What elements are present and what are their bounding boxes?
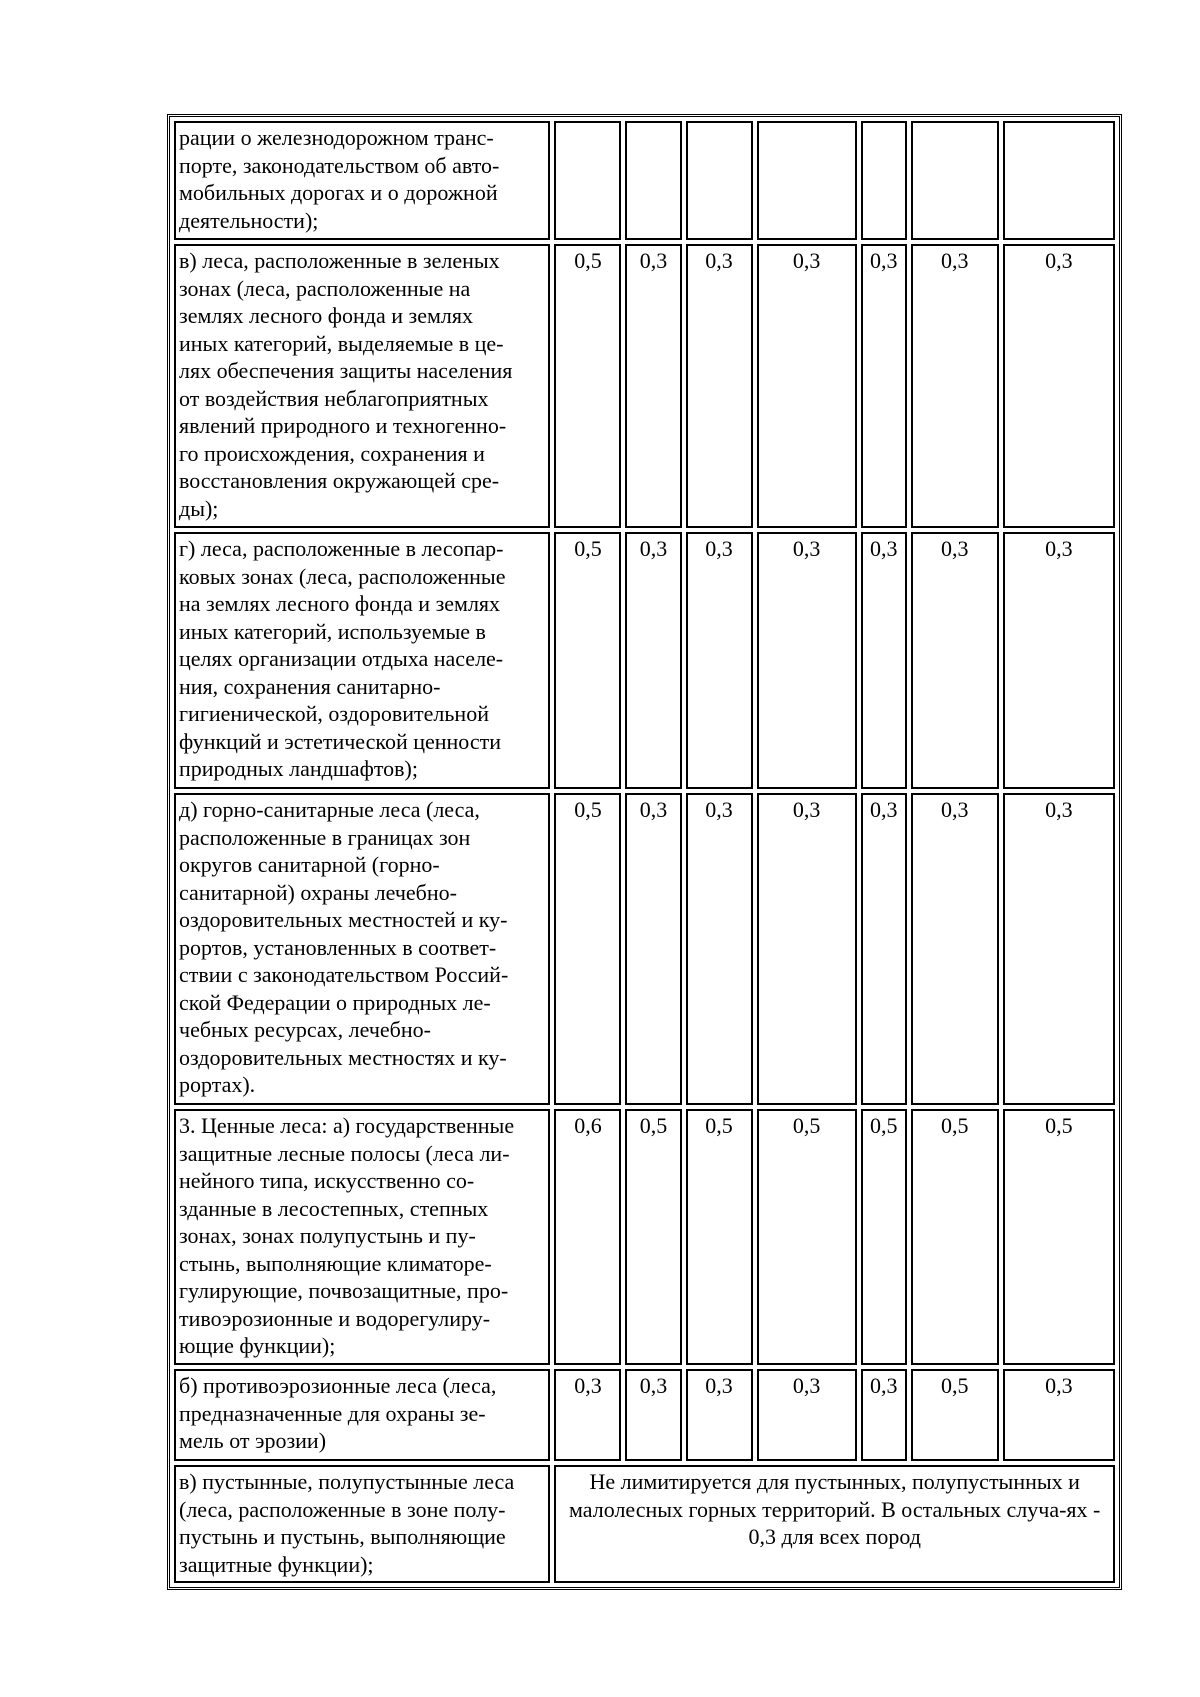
value-cell [625, 121, 681, 240]
value-cell: 0,3 [757, 244, 857, 528]
table-row [174, 532, 1115, 789]
table-row [174, 1109, 1115, 1365]
value-cell: 0,3 [686, 532, 753, 789]
table-row [174, 244, 1115, 528]
value-cell: 0,3 [861, 244, 907, 528]
value-cell: 0,3 [1003, 793, 1115, 1105]
row-description: г) леса, расположенные в лесопар- ковых зонах (леса, расположенные на землях лесного фонда и землях иных категорий, используемые в целях организации отдыха населе- ния, сохранения санитарно- гигиенической, оздоровительной функций и эстетической ценности природных ландшафтов); [174, 532, 550, 789]
value-cell: 0,3 [686, 244, 753, 528]
value-cell: 0,3 [861, 793, 907, 1105]
value-cell: 0,5 [1003, 1109, 1115, 1365]
value-cell [911, 121, 999, 240]
value-cell: 0,5 [554, 532, 621, 789]
value-cell: 0,3 [911, 793, 999, 1105]
value-cell: 0,3 [757, 532, 857, 789]
value-cell: 0,3 [757, 793, 857, 1105]
value-cell: 0,5 [686, 1109, 753, 1365]
table-row [174, 121, 1115, 240]
value-cell: 0,3 [625, 1369, 681, 1461]
value-cell: 0,3 [1003, 244, 1115, 528]
value-cell: 0,5 [861, 1109, 907, 1365]
value-cell: 0,3 [1003, 532, 1115, 789]
row-description: рации о железнодорожном транс- порте, законодательством об авто- мобильных дорогах и о дорожной деятельности); [174, 121, 550, 240]
value-cell: 0,3 [861, 532, 907, 789]
row-description: б) противоэрозионные леса (леса, предназначенные для охраны зе- мель от эрозии) [174, 1369, 550, 1461]
value-cell: 0,3 [911, 244, 999, 528]
value-cell [686, 121, 753, 240]
row-description: д) горно-санитарные леса (леса, расположенные в границах зон округов санитарной (горно- санитарной) охраны лечебно- оздоровительных местностей и ку- рортов, установленных в соответ- ствии с законодательством Россий- ской Федерации о природных ле- чебных ресурсах, лечебно- оздоровительных местностях и ку- рортах). [174, 793, 550, 1105]
value-cell: 0,5 [911, 1369, 999, 1461]
value-cell: 0,3 [686, 1369, 753, 1461]
value-cell [1003, 121, 1115, 240]
value-cell: 0,3 [625, 793, 681, 1105]
value-cell: 0,5 [625, 1109, 681, 1365]
table-row [174, 793, 1115, 1105]
value-cell: 0,5 [554, 244, 621, 528]
value-cell: 0,3 [686, 793, 753, 1105]
merged-note-cell: Не лимитируется для пустынных, полупустынных и малолесных горных территорий. В остальных случа-ях - 0,3 для всех пород [554, 1465, 1115, 1583]
value-cell: 0,3 [861, 1369, 907, 1461]
row-description: в) пустынные, полупустынные леса (леса, расположенные в зоне полу- пустынь и пустынь, выполняющие защитные функции); [174, 1465, 550, 1583]
value-cell [554, 121, 621, 240]
value-cell: 0,3 [554, 1369, 621, 1461]
row-description: в) леса, расположенные в зеленых зонах (леса, расположенные на землях лесного фонда и землях иных категорий, выделяемые в це- лях обеспечения защиты населения от воздействия неблагоприятных явлений природного и техногенно- го происхождения, сохранения и восстановления окружающей сре- ды); [174, 244, 550, 528]
value-cell: 0,3 [1003, 1369, 1115, 1461]
value-cell: 0,3 [757, 1369, 857, 1461]
table-row [174, 1465, 1115, 1583]
value-cell: 0,3 [625, 532, 681, 789]
value-cell: 0,3 [911, 532, 999, 789]
value-cell: 0,3 [625, 244, 681, 528]
value-cell: 0,5 [911, 1109, 999, 1365]
row-description: 3. Ценные леса: а) государственные защитные лесные полосы (леса ли- нейного типа, искусственно со- зданные в лесостепных, степных зонах, зонах полупустынь и пу- стынь, выполняющие климаторе- гулирующие, почвозащитные, про- тивоэрозионные и водорегулиру- ющие функции); [174, 1109, 550, 1365]
value-cell [757, 121, 857, 240]
value-cell: 0,5 [554, 793, 621, 1105]
table-row [174, 1369, 1115, 1461]
value-cell: 0,5 [757, 1109, 857, 1365]
value-cell: 0,6 [554, 1109, 621, 1365]
value-cell [861, 121, 907, 240]
coefficient-table [167, 114, 1122, 1590]
